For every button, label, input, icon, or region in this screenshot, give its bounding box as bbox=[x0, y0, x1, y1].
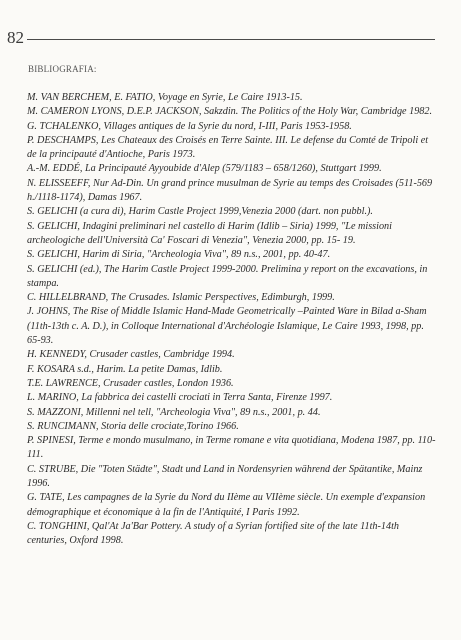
bibliography-entry: S. RUNCIMANN, Storia delle crociate,Torino 1966. bbox=[27, 420, 239, 432]
bibliography-entry: H. KENNEDY, Crusader castles, Cambridge 1994. bbox=[27, 349, 235, 361]
header-rule bbox=[27, 39, 435, 40]
bibliography-entry: S. GELICHI (ed.), The Harim Castle Project 1999-2000. Prelimina y report on the excavations, in stampa. bbox=[27, 263, 428, 289]
bibliography-entry: C. HILLELBRAND, The Crusades. Islamic Perspectives, Edimburgh, 1999. bbox=[27, 292, 335, 304]
page-number: 82 bbox=[7, 28, 24, 47]
bibliography-entry: L. MARINO, La fabbrica dei castelli crociati in Terra Santa, Firenze 1997. bbox=[27, 392, 333, 404]
bibliography-entry: F. KOSARA s.d., Harim. La petite Damas, Idlib. bbox=[27, 363, 223, 375]
bibliography-entry: S. GELICHI (a cura di), Harim Castle Project 1999,Venezia 2000 (dart. non pubbl.). bbox=[27, 206, 373, 218]
bibliography-entry: C. TONGHINI, Qal'At Ja'Bar Pottery. A study of a Syrian fortified site of the late 11th-14th centuries, Oxford 1998. bbox=[27, 520, 400, 547]
bibliography-entry: P. SPINESI, Terme e mondo musulmano, in Terme romane e vita quotidiana, Modena 1987, pp. 110-111. bbox=[27, 435, 436, 461]
bibliography-entry: M. CAMERON LYONS, D.E.P. JACKSON, Sakzdin. The Politics of the Holy War, Cambridge 1982. bbox=[27, 106, 433, 118]
bibliography-entry: S. GELICHI, Indagini preliminari nel castello di Harim (Idlib – Siria) 1999, "Le missioni archeologiche dell'Università Ca' Foscari di Venezia", Venezia 2000, pp. 15- 19. bbox=[27, 220, 392, 246]
bibliography-entry: S. MAZZONI, Millenni nel tell, "Archeologia Viva", 89 n.s., 2001, p. 44. bbox=[27, 406, 321, 418]
bibliography-entry: G. TCHALENKO, Villages antiques de la Syrie du nord, I-III, Paris 1953-1958. bbox=[27, 120, 352, 132]
bibliography-entry: G. TATE, Les campagnes de la Syrie du Nord du IIème au VIIème siècle. Un exemple d'expansion démographique et économique à la fin de l'Antiquité, I Paris 1992. bbox=[27, 492, 426, 518]
bibliography-entry: J. JOHNS, The Rise of Middle Islamic Hand-Made Geometrically –Painted Ware in Bilad a-Sham (11th-13th c. A. D.), in Colloque International d'Archéologie Islamique, Le Caire 1993, 1998, pp. 65-93. bbox=[27, 306, 427, 347]
bibliography-entry: T.E. LAWRENCE, Crusader castles, London 1936. bbox=[27, 377, 234, 389]
bibliography-entry: C. STRUBE, Die "Toten Städte", Stadt und Land in Nordensyrien während der Spätantike, Mainz 1996. bbox=[27, 463, 423, 490]
bibliography-entry: P. DESCHAMPS, Les Chateaux des Croisés en Terre Sainte. III. Le defense du Comté de Tripoli et de la principauté d'Antioche, Paris 1973. bbox=[27, 134, 429, 161]
bibliography-entry: S. GELICHI, Harim di Siria, "Archeologia Viva", 89 n.s., 2001, pp. 40-47. bbox=[27, 249, 331, 261]
bibliography-entry: M. VAN BERCHEM, E. FATIO, Voyage en Syrie, Le Caire 1913-15. bbox=[27, 92, 303, 103]
bibliography-heading: BIBLIOGRAFIA: bbox=[28, 64, 97, 74]
bibliography-entry: N. ELISSEEFF, Nur Ad-Din. Un grand prince musulman de Syrie au temps des Croisades (511-569 h./1118-1174), Damas 1967. bbox=[27, 177, 433, 204]
bibliography-entry: A.-M. EDDÉ, La Principauté Ayyoubide d'Alep (579/1183 – 658/1260), Stuttgart 1999. bbox=[27, 163, 382, 175]
bibliography-list bbox=[27, 91, 439, 549]
